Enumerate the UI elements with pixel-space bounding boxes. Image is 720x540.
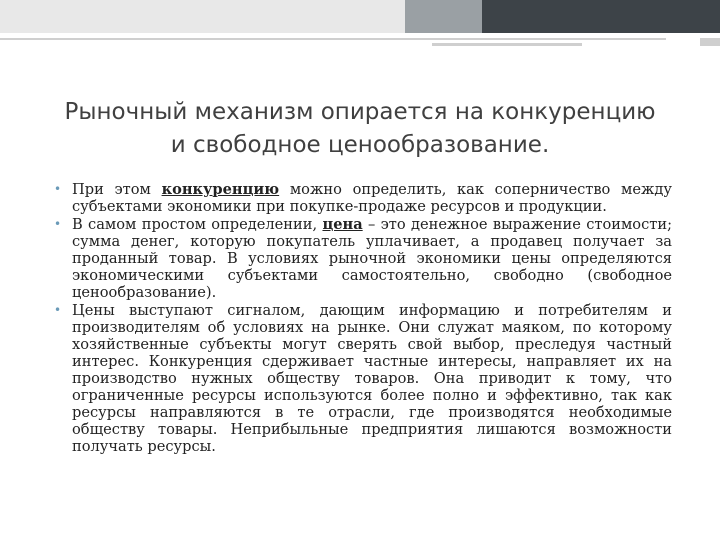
bullet-text-prefix: В самом простом определении, [72, 216, 323, 233]
header-divider [0, 38, 666, 40]
key-term-competition: конкуренцию [161, 181, 280, 198]
header-accent-block [700, 38, 720, 46]
bullet-item-signals [54, 302, 672, 455]
bullet-text-prefix: При этом [72, 181, 162, 198]
slide-title [40, 96, 680, 162]
bullet-dot-icon: • [54, 182, 62, 196]
header-accent-line [432, 43, 582, 46]
bullet-dot-icon: • [54, 303, 62, 317]
slide-body [54, 181, 672, 456]
bullet-list [54, 181, 672, 455]
header-band-mid-segment [405, 0, 482, 33]
bullet-dot-icon: • [54, 217, 62, 231]
bullet-text-suffix: – это денежное выражение стоимости; сумма денег, которую покупатель уплачивает, а продавец получает за проданный товар. В условиях рыночной экономики цены определяются экономическими субъектами самостоятельно, свободно (свободное ценообразование). [72, 216, 672, 301]
slide-title-line-2: и свободное ценообразование. [170, 132, 550, 158]
bullet-text: Цены выступают сигналом, дающим информацию и потребителям и производителям об условиях на рынке. Они служат маяком, по которому хозяйственные субъекты могут сверять свой выбор, преследуя частный интерес. Конкуренция сдерживает частные интересы, направляет их на производство нужных обществу товаров. Она приводит к тому, что ограниченные ресурсы используются более полно и эффективно, так как ресурсы направляются в те отрасли, где производятся необходимые обществу товары. Неприбыльные предприятия лишаются возможности получать ресурсы. [72, 302, 672, 455]
bullet-text-suffix: можно определить, как соперничество между субъектами экономики при покупке-продаже ресурсов и продукции. [72, 181, 672, 215]
key-term-price: цена [322, 216, 363, 233]
bullet-item-competition [54, 181, 672, 215]
header-band-dark-segment [482, 0, 720, 33]
bullet-item-price [54, 216, 672, 301]
slide-title-line-1: Рыночный механизм опирается на конкуренцию [64, 99, 656, 125]
